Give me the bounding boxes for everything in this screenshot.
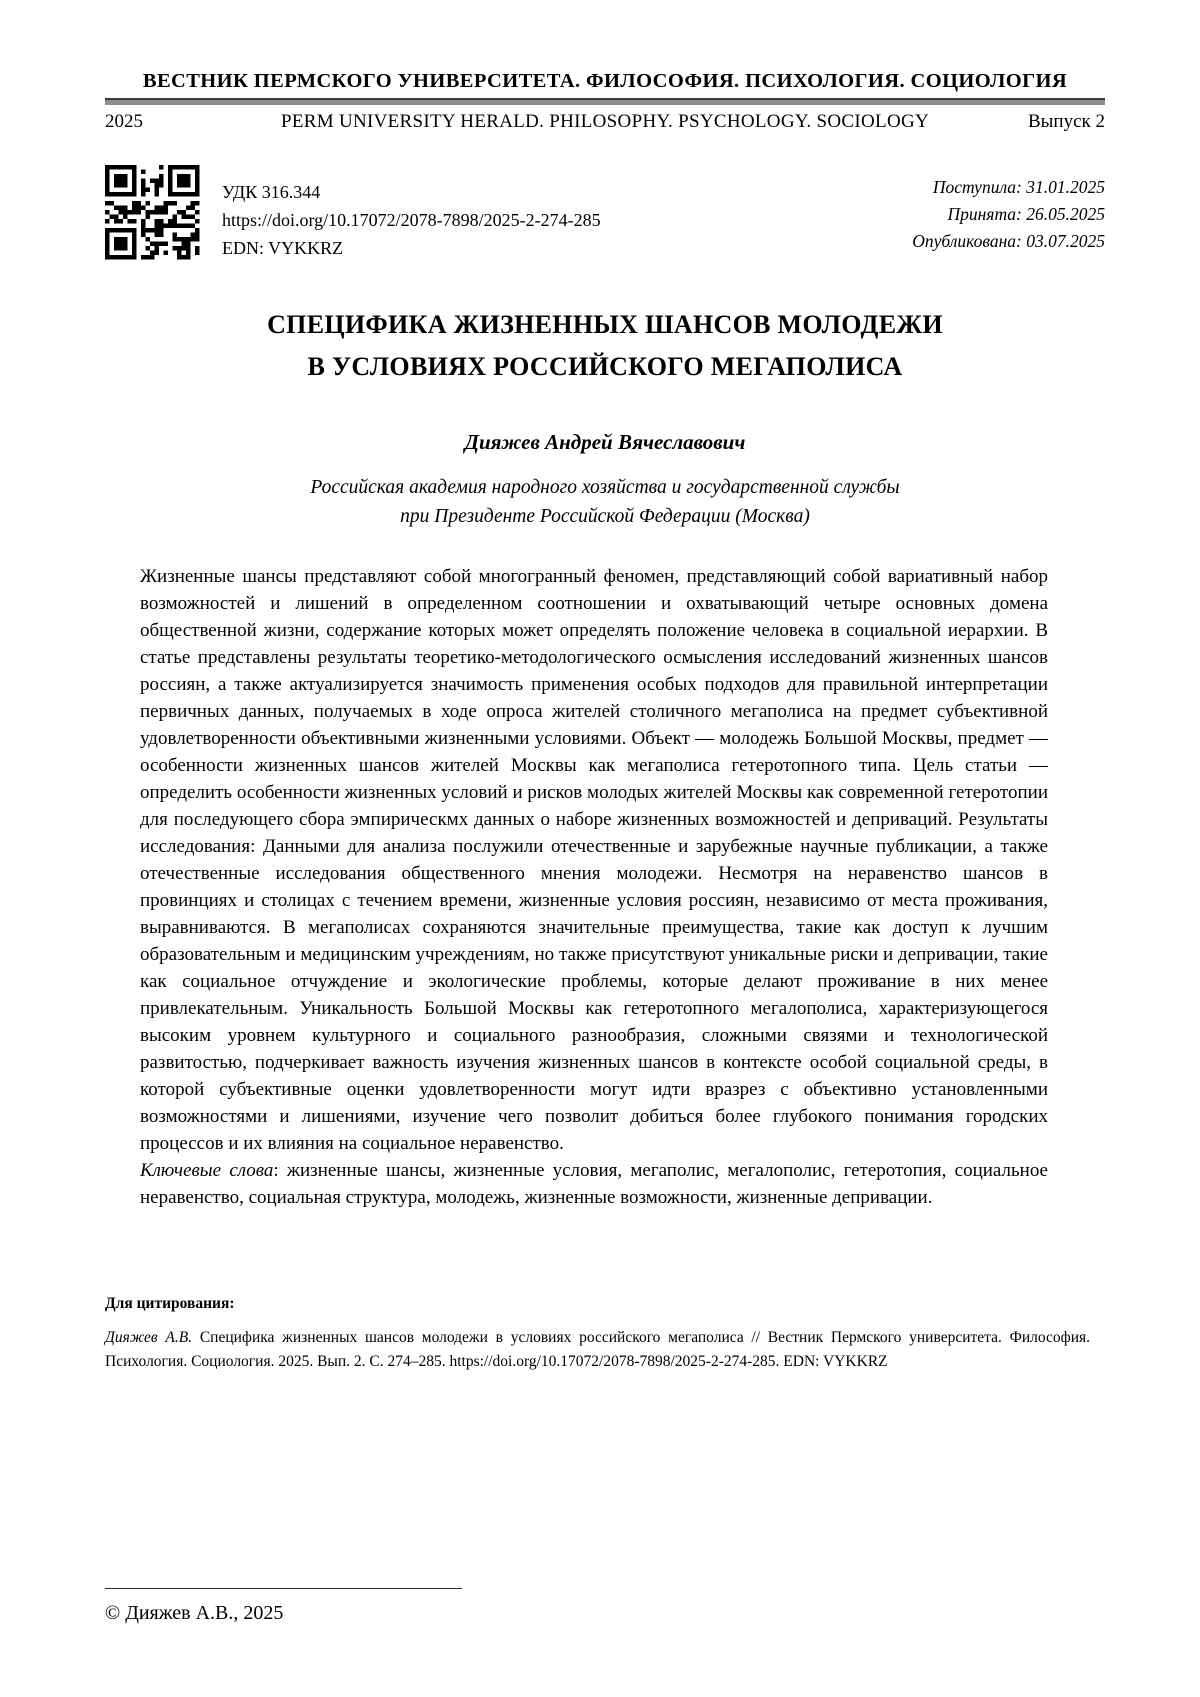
journal-header-row [105,111,1105,133]
affiliation-line2: при Президенте Российской Федерации (Москва) [400,506,810,527]
header-rule [105,98,1105,105]
abstract-text: Жизненные шансы представляют собой многогранный феномен, представляющий собой вариативный набор возможностей и лишений в определенном соотношении и охватывающий четыре основных домена общественной жизни, содержание которых может определять положение человека в социальной иерархии. В статье представлены результаты теоретико-методологического осмысления исследований жизненных шансов россиян, а также актуализируется значимость применения особых подходов для правильной интерпретации первичных данных, получаемых в ходе опроса жителей столичного мегаполиса на предмет субъективной удовлетворенности объективными жизненными условиями. Объект — молодежь Большой Москвы, предмет — особенности жизненных шансов жителей Москвы как мегаполиса гетеротопного типа. Цель статьи — определить особенности жизненных условий и рисков молодых жителей Москвы как современной гетеротопии для последующего сбора эмпирическмх данных о наборе жизненных возможностей и деприваций. Результаты исследования: Данными для анализа послужили отечественные и зарубежные научные публикации, а также отечественные исследования общественного мнения молодежи. Несмотря на неравенство шансов в провинциях и столицах с течением времени, жизненные условия россиян, независимо от места проживания, выравниваются. В мегаполисах сохраняются значительные преимущества, такие как доступ к лучшим образовательным и медицинским учреждениям, но также присутствуют уникальные риски и депривации, такие как социальное отчуждение и экологические проблемы, которые делают проживание в них менее привлекательным. Уникальность Большой Москвы как гетеротопного мегалополиса, характеризующегося высоким уровнем культурного и социального разнообразия, сложными связями и технологической развитостью, подчеркивает важность изучения жизненных шансов в контексте особой социальной среды, в которой субъективные оценки удовлетворенности могут идти вразрез с объективно установленными возможностями и лишениями, изучение чего позволит добиться более глубокого понимания городских процессов и их влияния на социальное неравенство. [140,566,1048,1154]
udc-number: УДК 316.344 [222,182,321,202]
journal-year: 2025 [105,111,143,132]
article-title [105,304,1105,388]
keywords-line [140,1157,1048,1211]
keywords-text: : жизненные шансы, жизненные условия, мегаполис, мегалополис, гетеротопия, социальное неравенство, социальная структура, молодежь, жизненные возможности, жизненные депривации. [140,1160,1048,1208]
journal-issue: Выпуск 2 [1027,111,1105,132]
date-accepted: Принята: 26.05.2025 [947,204,1105,224]
qr-code-icon [105,165,200,260]
copyright-notice: © Дияжев А.В., 2025 [105,1602,284,1624]
affiliation [105,473,1105,531]
footnote-rule: __________________________________________ [105,1572,462,1591]
keywords-label: Ключевые слова [140,1160,274,1181]
dates-block [912,165,1105,262]
citation-author: Дияжев А.В. [105,1329,193,1346]
journal-title-en: PERM UNIVERSITY HERALD. PHILOSOPHY. PSYCHOLOGY. SOCIOLOGY [280,111,930,132]
citation-body: Специфика жизненных шансов молодежи в условиях российского мегаполиса // Вестник Пермского университета. Философия. Психология. Социология. 2025. Вып. 2. С. 274–285. https://doi.org/10.17072/2078-7898/2025-2-274-285. EDN: VYKKRZ [105,1329,1091,1370]
udc-block [222,165,601,262]
date-received: Поступила: 31.01.2025 [932,177,1105,197]
affiliation-line1: Российская академия народного хозяйства и государственной службы [310,477,900,498]
citation-heading: Для цитирования: [105,1295,235,1312]
article-title-line1: СПЕЦИФИКА ЖИЗНЕННЫХ ШАНСОВ МОЛОДЕЖИ [267,310,943,339]
abstract-block [140,563,1048,1211]
page-footer [105,1572,462,1625]
doi-line: https://doi.org/10.17072/2078-7898/2025-2-274-285 [222,210,601,230]
edn-line: EDN: VYKKRZ [222,238,344,258]
article-meta [105,165,1105,262]
journal-title-ru: ВЕСТНИК ПЕРМСКОГО УНИВЕРСИТЕТА. ФИЛОСОФИЯ. ПСИХОЛОГИЯ. СОЦИОЛОГИЯ [142,70,1068,92]
citation-text [105,1326,1090,1374]
article-title-line2: В УСЛОВИЯХ РОССИЙСКОГО МЕГАПОЛИСА [307,352,903,381]
date-published: Опубликована: 03.07.2025 [912,231,1105,251]
author-name: Дияжев Андрей Вячеславович [464,430,746,454]
